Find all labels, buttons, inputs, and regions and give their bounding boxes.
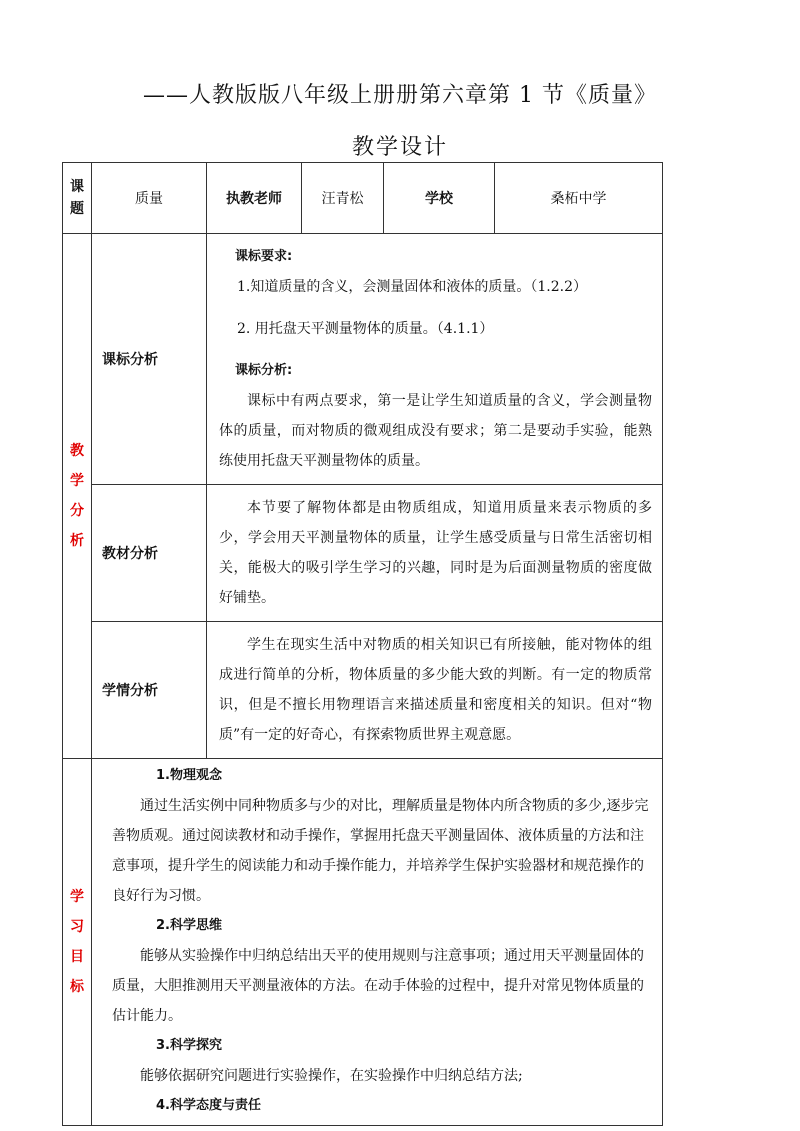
goal-1-heading: 1.物理观念 [156, 768, 222, 783]
school-value: 桑柘中学 [495, 163, 663, 234]
standards-analysis-text: 课标中有两点要求，第一是让学生知道质量的含义，学会测量物体的质量，而对物质的微观组成没有要求；第二是要动手实验，能熟练使用托盘天平测量物体的质量。 [219, 393, 652, 469]
textbook-analysis-text: 本节要了解物体都是由物质组成，知道用质量来表示物质的多少，学会用天平测量物体的质量，让学生感受质量与日常生活密切相关，能极大的吸引学生学习的兴趣，同时是为后面测量物质的密度做好铺垫。 [219, 500, 652, 606]
students-analysis-label: 学情分析 [92, 622, 207, 759]
goal-4-heading: 4.科学态度与责任 [156, 1098, 261, 1113]
document-subtitle: 教学设计 [351, 135, 448, 160]
goal-3-text: 能够依据研究问题进行实验操作，在实验操作中归纳总结方法; [140, 1068, 523, 1084]
learning-goals-content [92, 759, 663, 1126]
school-label: 学校 [384, 163, 495, 234]
textbook-analysis-content [207, 485, 663, 622]
textbook-row [63, 485, 663, 622]
standards-analysis-content [207, 234, 663, 485]
topic-label: 课 题 [63, 163, 92, 234]
lesson-plan-table [62, 162, 663, 1126]
teacher-value: 汪青松 [302, 163, 384, 234]
standards-analysis-heading: 课标分析: [235, 363, 293, 378]
teacher-label: 执教老师 [207, 163, 302, 234]
document-title: ——人教版版八年级上册册第六章第 1 节《质量》 [143, 83, 657, 108]
standards-analysis-label: 课标分析 [92, 234, 207, 485]
topic-value: 质量 [92, 163, 207, 234]
learning-goals-row [63, 759, 663, 1126]
requirement-2: 2. 用托盘天平测量物体的质量。（4.1.1） [237, 321, 494, 337]
textbook-analysis-label: 教材分析 [92, 485, 207, 622]
standards-row [63, 234, 663, 485]
students-row [63, 622, 663, 759]
learning-goals-section-label: 学 习 目 标 [63, 759, 92, 1126]
requirements-heading: 课标要求: [235, 249, 293, 264]
goal-2-text: 能够从实验操作中归纳总结出天平的使用规则与注意事项；通过用天平测量固体的质量，大胆推测用天平测量液体的方法。在动手体验的过程中，提升对常见物体质量的估计能力。 [112, 948, 644, 1024]
students-analysis-text: 学生在现实生活中对物质的相关知识已有所接触，能对物体的组成进行简单的分析，物体质量的多少能大致的判断。有一定的物质常识，但是不擅长用物理语言来描述质量和密度相关的知识。但对“物质”有一定的好奇心，有探索物质世界主观意愿。 [219, 637, 652, 743]
info-row [63, 163, 663, 234]
teaching-analysis-section-label: 教 学 分 析 [63, 234, 92, 759]
requirement-1: 1.知道质量的含义，会测量固体和液体的质量。（1.2.2） [237, 279, 587, 295]
goal-2-heading: 2.科学思维 [156, 918, 222, 933]
goal-3-heading: 3.科学探究 [156, 1038, 222, 1053]
goal-1-text: 通过生活实例中同种物质多与少的对比，理解质量是物体内所含物质的多少,逐步完善物质观。通过阅读教材和动手操作，掌握用托盘天平测量固体、液体质量的方法和注意事项，提升学生的阅读能力和动手操作能力，并培养学生保护实验器材和规范操作的良好行为习惯。 [112, 798, 649, 904]
students-analysis-content [207, 622, 663, 759]
